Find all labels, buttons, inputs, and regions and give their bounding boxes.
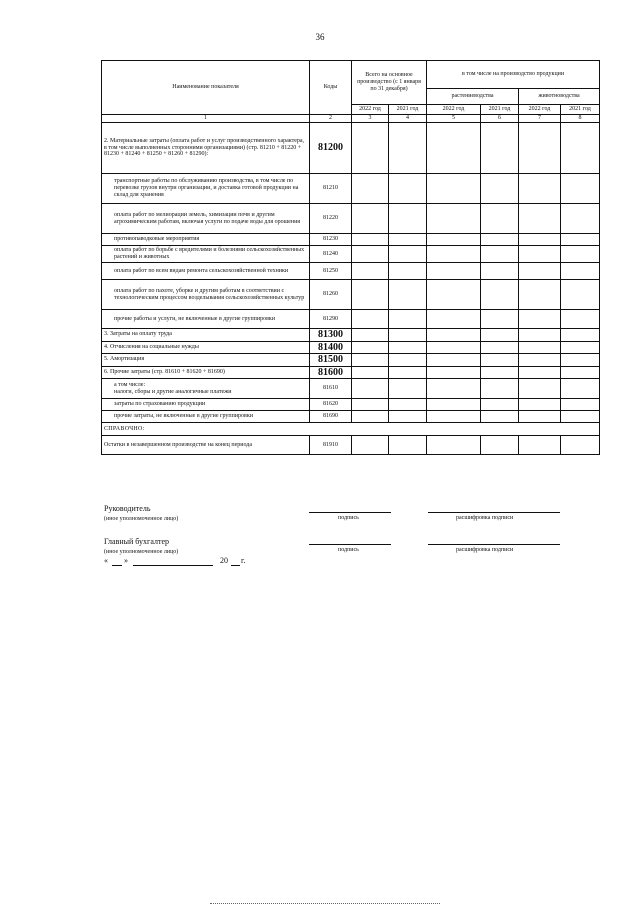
row-code: 81300 [310, 329, 352, 342]
column-number: 5 [427, 115, 481, 123]
row-label: противопаводковые мероприятия [102, 234, 310, 246]
header-year: 2021 год [389, 105, 427, 115]
table-row [102, 263, 600, 280]
head-authorized-note: (иное уполномоченное лицо) [104, 516, 179, 522]
row-code: 81690 [310, 411, 352, 423]
row-code: 81260 [310, 280, 352, 310]
row-label: оплата работ по пахоте, уборке и другим работам в соответствии с технологическим процессом возделывания сельскохозяйственных культур [102, 280, 310, 310]
row-code: 81600 [310, 366, 352, 379]
row-code: 81620 [310, 399, 352, 411]
header-year: 2021 год [481, 105, 519, 115]
date-month-line [133, 565, 213, 566]
row-code: 81610 [310, 379, 352, 399]
column-number: 1 [102, 115, 310, 123]
head-title: Руководитель [104, 504, 151, 513]
table-row [102, 341, 600, 354]
row-label: транспортные работы по обслуживанию производства, в том числе по перевозке грузов внутри организации, и доставка готовой продукции на склад для хранения [102, 174, 310, 204]
reference-title-row [102, 423, 600, 436]
head-decoding-caption: расшифровка подписи [456, 515, 514, 521]
row-label: 5. Амортизация [102, 354, 310, 367]
header-crop: растениеводства [427, 89, 519, 105]
row-label: 2. Материальные затраты (оплата работ и услуг производственного характера, в том числе выполненных сторонними организациями) (стр. 81210 + 81220 + 81230 + 81240 + 81250 + 81260 + 81290): [102, 123, 310, 174]
row-label-line: а том числе: [114, 381, 146, 388]
accountant-authorized-note: (иное уполномоченное лицо) [104, 549, 179, 555]
reference-title: СПРАВОЧНО: [102, 423, 600, 436]
row-label: затраты по страхованию продукции [102, 399, 310, 411]
table-row [102, 399, 600, 411]
table-row [102, 174, 600, 204]
accountant-signature-line [309, 544, 391, 545]
date-year-prefix: 20 [220, 556, 228, 565]
table-row [102, 354, 600, 367]
row-code: 81400 [310, 341, 352, 354]
row-label: 6. Прочие затраты (стр. 81610 + 81620 + 81690) [102, 366, 310, 379]
row-label: 4. Отчисления на социальные нужды [102, 341, 310, 354]
head-signature-caption: подпись [338, 515, 359, 521]
table-row [102, 310, 600, 329]
row-code: 81290 [310, 310, 352, 329]
table-row [102, 436, 600, 455]
column-number: 8 [561, 115, 600, 123]
column-number-row [102, 115, 600, 123]
row-label-line: налоги, сборы и другие аналогичные платежи [114, 388, 232, 395]
row-code: 81500 [310, 354, 352, 367]
table-row [102, 280, 600, 310]
column-number: 6 [481, 115, 519, 123]
table-row [102, 366, 600, 379]
bottom-divider [210, 903, 440, 904]
date-year-suffix: г. [241, 556, 246, 565]
date-open-quote: « [104, 556, 108, 565]
date-year-line [231, 565, 240, 566]
accountant-decoding-caption: расшифровка подписи [456, 547, 514, 553]
table-row [102, 379, 600, 399]
row-label [102, 379, 310, 399]
table-row [102, 246, 600, 263]
column-number: 7 [519, 115, 561, 123]
page-number: 36 [315, 32, 325, 42]
accountant-title: Главный бухгалтер [104, 537, 169, 546]
table-row [102, 204, 600, 234]
row-label: прочие затраты, не включенные в другие группировки [102, 411, 310, 423]
header-total: Всего на основное производство (с 1 января по 31 декабря) [352, 61, 427, 105]
row-label: 3. Затраты на оплату труда [102, 329, 310, 342]
header-year: 2022 год [519, 105, 561, 115]
date-day-line [112, 565, 122, 566]
header-codes: Коды [310, 61, 352, 115]
header-year: 2021 год [561, 105, 600, 115]
header-livestock: животноводства [519, 89, 600, 105]
row-code: 81230 [310, 234, 352, 246]
row-code: 81200 [310, 123, 352, 174]
header-including: в том числе на производство продукции [427, 61, 600, 89]
table-row [102, 123, 600, 174]
table-row [102, 329, 600, 342]
row-code: 81250 [310, 263, 352, 280]
accountant-signature-caption: подпись [338, 547, 359, 553]
date-close-quote: » [124, 556, 128, 565]
column-number: 2 [310, 115, 352, 123]
header-year: 2022 год [427, 105, 481, 115]
row-code: 81220 [310, 204, 352, 234]
row-code: 81210 [310, 174, 352, 204]
row-label: оплата работ по всем видам ремонта сельскохозяйственной техники [102, 263, 310, 280]
head-signature-line [309, 512, 391, 513]
row-label: оплата работ по борьбе с вредителями и болезнями сельскохозяйственных растений и животных [102, 246, 310, 263]
row-code: 81240 [310, 246, 352, 263]
accountant-decoding-line [428, 544, 560, 545]
row-label: оплата работ по мелиорации земель, химизации почв и другим агрохимическим работам, включая услуги по подаче воды для орошения [102, 204, 310, 234]
column-number: 3 [352, 115, 389, 123]
table-row [102, 234, 600, 246]
cost-report-table [101, 60, 600, 455]
column-number: 4 [389, 115, 427, 123]
header-name: Наименование показателя [102, 61, 310, 115]
row-code: 81910 [310, 436, 352, 455]
header-year: 2022 год [352, 105, 389, 115]
head-decoding-line [428, 512, 560, 513]
table-row [102, 411, 600, 423]
row-label: Остатки в незавершенном производстве на конец периода [102, 436, 310, 455]
row-label: прочие работы и услуги, не включенные в другие группировки [102, 310, 310, 329]
